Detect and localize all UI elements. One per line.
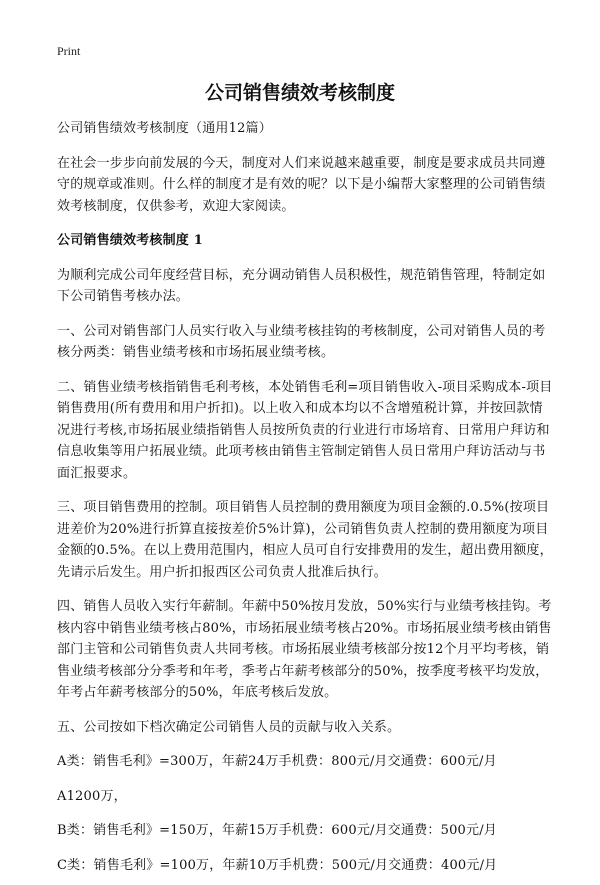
document-subtitle: 公司销售绩效考核制度（通用12篇） — [57, 121, 272, 136]
tier-line: B类：销售毛利》=150万，年薪15万手机费：600元/月交通费：500元/月 — [57, 823, 497, 838]
tier-line: A1200万， — [57, 788, 127, 804]
print-link[interactable]: Print — [57, 44, 81, 58]
intro-paragraph: 在社会一步步向前发展的今天，制度对人们来说越来越重要，制度是要求成员共同遵守的规章或准则。什么样的制度才是有效的呢？以下是小编帮大家整理的公司销售绩效考核制度，仅供参考，欢迎大家阅读。 — [57, 155, 546, 214]
body-paragraph: 一、公司对销售部门人员实行收入与业绩考核挂钩的考核制度，公司对销售人员的考核分两类：销售业绩考核和市场拓展业绩考核。 — [57, 323, 546, 360]
document-body — [57, 118, 553, 885]
body-paragraph: 为顺利完成公司年度经营目标，充分调动销售人员积极性，规范销售管理，特制定如下公司销售考核办法。 — [57, 267, 546, 304]
section-heading: 公司销售绩效考核制度 1 — [57, 233, 203, 248]
tier-line: C类：销售毛利》=100万，年薪10万手机费：500元/月交通费：400元/月 — [57, 857, 498, 873]
body-paragraph: 二、销售业绩考核指销售毛利考核，本处销售毛利=项目销售收入-项目采购成本-项目销售费用(所有费用和用户折扣)。以上收入和成本均以不含增殖税计算，并按回款情况进行考核,市场拓展业绩指销售人员按所负责的行业进行市场培育、日常用户拜访和信息收集等用户拓展业绩。此项考核由销售主管制定销售人员日常用户拜访活动与书面汇报要求。 — [57, 379, 553, 481]
body-paragraph: 三、项目销售费用的控制。项目销售人员控制的费用额度为项目金额的.0.5%(按项目进差价为20%进行折算直接按差价5%计算)，公司销售负责人控制的费用额度为项目金额的0.5%。在以上费用范围内，相应人员可自行安排费用的发生，超出费用额度，先请示后发生。用户折扣报西区公司负责人批准后执行。 — [57, 500, 553, 580]
body-paragraph: 五、公司按如下档次确定公司销售人员的贡献与收入关系。 — [57, 719, 401, 735]
page-title: 公司销售绩效考核制度 — [204, 82, 395, 104]
body-paragraph: 四、销售人员收入实行年薪制。年薪中50%按月发放，50%实行与业绩考核挂钩。考核内容中销售业绩考核占80%，市场拓展业绩考核占20%。市场拓展业绩考核由销售部门主管和公司销售负责人共同考核。市场拓展业绩考核部分按12个月平均考核，销售业绩考核部分分季考和年考，季考占年薪考核部分的50%，按季度考核平均发放，年考占年薪考核部分的50%，年底考核后发放。 — [57, 599, 552, 700]
tier-line: A类：销售毛利》=300万，年薪24万手机费：800元/月交通费：600元/月 — [57, 754, 497, 769]
